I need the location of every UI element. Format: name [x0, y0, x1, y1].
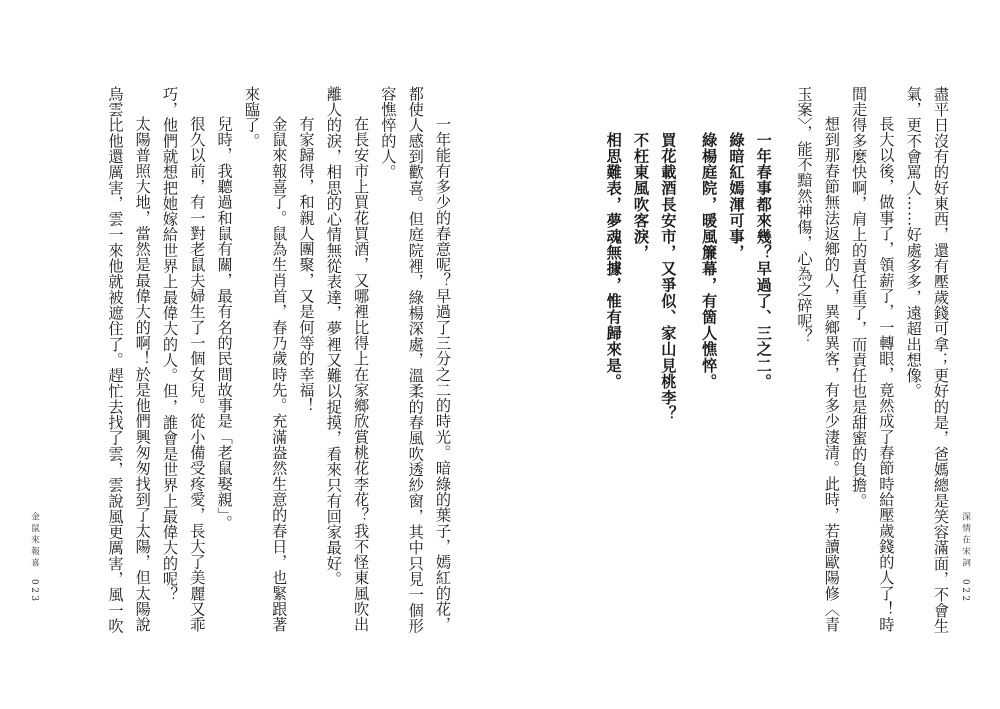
text-line: 一年能有多少的春意呢？早過了三分之二的時光。暗綠的葉子，嫣紅的花， — [434, 116, 452, 633]
text-line: 太陽普照大地，當然是最偉大的啊！於是他們興匆匆找到了太陽，但太陽說 — [133, 116, 152, 633]
running-head-title: 深情在宋詞 — [960, 512, 970, 569]
left-page-text — [101, 86, 456, 634]
poem-spacer — [681, 86, 695, 586]
text-line: 烏雲比他還厲害，雲一來他就被遮住了。趕忙去找了雲，雲說風更厲害，風一吹 — [106, 86, 125, 634]
text-line: 巧，他們就想把她嫁給世界上最偉大的人。但，誰會是世界上最偉大的呢？ — [161, 86, 180, 603]
text-line: 有家歸得，和親人團聚，又是何等的幸福！ — [297, 116, 316, 414]
text-line: 想到那春節無法返鄉的人，異鄉異客，有多少淒清。此時，若讀歐陽修〈青 — [822, 116, 841, 633]
right-page — [500, 0, 1000, 709]
page-number: 023 — [29, 579, 39, 604]
poem-line: 不枉東風吹客淚， — [632, 131, 651, 261]
poem-line: 相思難表，夢魂無據，惟有歸來是。 — [604, 131, 623, 390]
text-line: 容憔悴的人。 — [379, 86, 398, 180]
poem-line: 買花載酒長安市，又爭似、家山見桃李？ — [659, 131, 678, 422]
poem-line: 綠暗紅嫣渾可事， — [727, 131, 746, 261]
running-head-title: 金鼠來報喜 — [29, 512, 39, 569]
text-line: 都使人感到歡喜。但庭院裡，綠楊深處，溫柔的春風吹透紗窗，其中只見一個形 — [406, 86, 425, 634]
text-line: 在長安市上買花買酒，又哪裡比得上在家鄉欣賞桃花李花？我不怪東風吹出 — [352, 116, 371, 633]
text-line: 間走得多麼快啊，肩上的責任重了，而責任也是甜蜜的負擔。 — [850, 86, 869, 509]
page-number: 022 — [960, 579, 970, 604]
poem-line: 一年春事都來幾？早過了、三之二。 — [754, 131, 773, 390]
text-line: 很久以前，有一對老鼠夫婦生了一個女兒。從小備受疼愛，長大了美麗又乖 — [188, 116, 207, 633]
text-line: 離人的淚，相思的心情無從表達，夢裡又難以捉摸，看來只有回家最好。 — [324, 86, 343, 587]
text-line: 氣，更不會罵人……好處多多，遠超出想像。 — [904, 86, 923, 399]
page-folio — [959, 512, 972, 604]
text-line: 長大以後，做事了，領薪了，一轉眼，竟然成了春節時給壓歲錢的人了！時 — [877, 116, 896, 633]
poem-spacer — [777, 86, 791, 586]
text-line: 盡平日沒有的好東西，還有壓歲錢可拿；更好的是，爸媽總是笑容滿面，不會生 — [932, 86, 950, 634]
right-page-text — [599, 86, 954, 634]
text-line: 來臨了。 — [242, 86, 261, 149]
page-folio — [28, 512, 41, 604]
text-line: 兒時，我聽過和鼠有關，最有名的民間故事是「老鼠娶親」。 — [215, 116, 234, 532]
text-line: 玉案〉，能不黯然神傷，心為之碎呢？ — [795, 86, 814, 345]
poem-line: 綠楊庭院，暖風簾幕，有箇人憔悴。 — [700, 131, 719, 390]
text-line: 金鼠來報喜了。鼠為生肖首，春乃歲時先。充滿盎然生意的春日，也緊跟著 — [270, 116, 289, 633]
